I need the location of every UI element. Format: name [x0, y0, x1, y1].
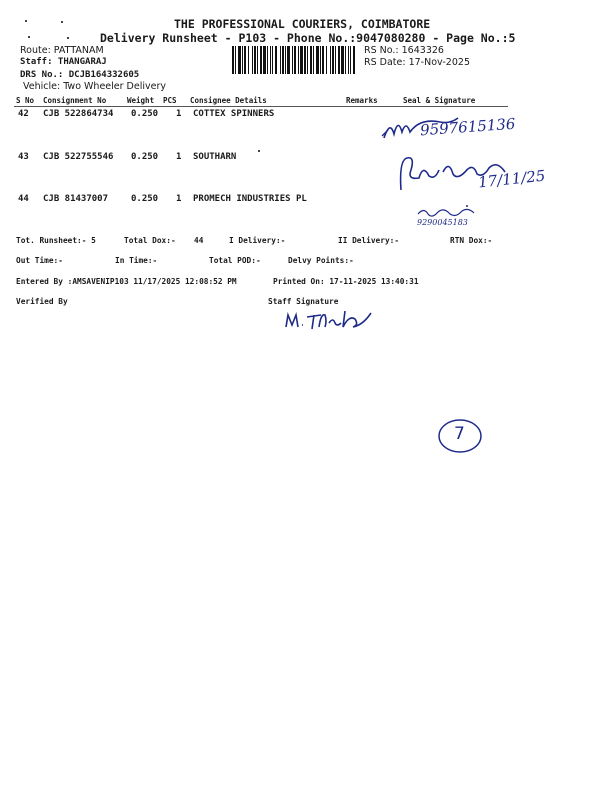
row-consignment: CJB 522864734	[43, 109, 114, 119]
row-sno: 43	[18, 152, 29, 162]
entered-by: Entered By :AMSAVENIP103 11/17/2025 12:08:52 PM	[16, 277, 237, 286]
ii-delivery: II Delivery:-	[338, 236, 400, 245]
rs-date: RS Date: 17-Nov-2025	[364, 57, 470, 68]
rtn-dox: RTN Dox:-	[450, 236, 493, 245]
rs-number: RS No.: 1643326	[364, 45, 444, 56]
row-consignee: COTTEX SPINNERS	[193, 109, 275, 119]
i-delivery: I Delivery:-	[229, 236, 286, 245]
total-pod: Total POD:-	[209, 256, 261, 265]
row-sno: 44	[18, 194, 29, 204]
barcode	[232, 46, 357, 74]
row-pcs: 1	[176, 109, 182, 119]
scan-dot	[61, 21, 63, 23]
row-pcs: 1	[176, 194, 182, 204]
row-consignment: CJB 522755546	[43, 152, 114, 162]
scan-dot	[25, 20, 27, 22]
out-time: Out Time:-	[16, 256, 63, 265]
row-weight: 0.250	[131, 194, 159, 204]
printed-on: Printed On: 17-11-2025 13:40:31	[273, 277, 419, 286]
handwritten-date: 17/11/25	[477, 166, 547, 192]
tot-runsheet: Tot. Runsheet:- 5	[16, 236, 96, 245]
row-pcs: 1	[176, 152, 182, 162]
col-header-consignment: Consignment No	[43, 96, 107, 105]
col-header-pcs: PCS	[163, 96, 177, 105]
handwritten-scribble-row-44	[416, 205, 486, 219]
total-dox-label: Total Dox:-	[124, 236, 176, 245]
header-divider	[14, 106, 508, 107]
row-consignment: CJB 81437007	[43, 194, 109, 204]
in-time: In Time:-	[115, 256, 158, 265]
staff-label: Staff: THANGARAJ	[20, 57, 107, 67]
drs-label: DRS No.: DCJB164332605	[20, 70, 140, 80]
verified-by: Verified By	[16, 297, 68, 306]
staff-handwritten-signature	[283, 305, 388, 335]
row-consignee: PROMECH INDUSTRIES PL	[193, 194, 307, 204]
col-header-sno: S No	[16, 96, 35, 105]
handwritten-phone: 9597615136	[419, 114, 516, 140]
row-sno: 42	[18, 109, 29, 119]
scan-dot	[67, 37, 69, 39]
scan-dot	[258, 150, 260, 152]
row-consignee: SOUTHARN	[193, 152, 237, 162]
row-weight: 0.250	[131, 152, 159, 162]
col-header-remarks: Remarks	[346, 96, 378, 105]
col-header-weight: Weight	[127, 96, 155, 105]
delvy-points: Delvy Points:-	[288, 256, 354, 265]
route-label: Route: PATTANAM	[20, 45, 104, 56]
handwritten-note: 9290045183	[417, 218, 468, 227]
staff-signature-label: Staff Signature	[268, 297, 339, 306]
col-header-consignee: Consignee Details	[190, 96, 267, 105]
vehicle-label: Vehicle: Two Wheeler Delivery	[23, 81, 166, 92]
runsheet-subtitle: Delivery Runsheet - P103 - Phone No.:9047080280 - Page No.:5	[100, 31, 516, 45]
page-number-handwritten: 7	[454, 424, 465, 444]
col-header-seal: Seal & Signature	[403, 96, 476, 105]
scan-dot	[28, 36, 30, 38]
row-weight: 0.250	[131, 109, 159, 119]
company-title: THE PROFESSIONAL COURIERS, COIMBATORE	[174, 17, 431, 31]
total-dox-value: 44	[194, 236, 204, 245]
